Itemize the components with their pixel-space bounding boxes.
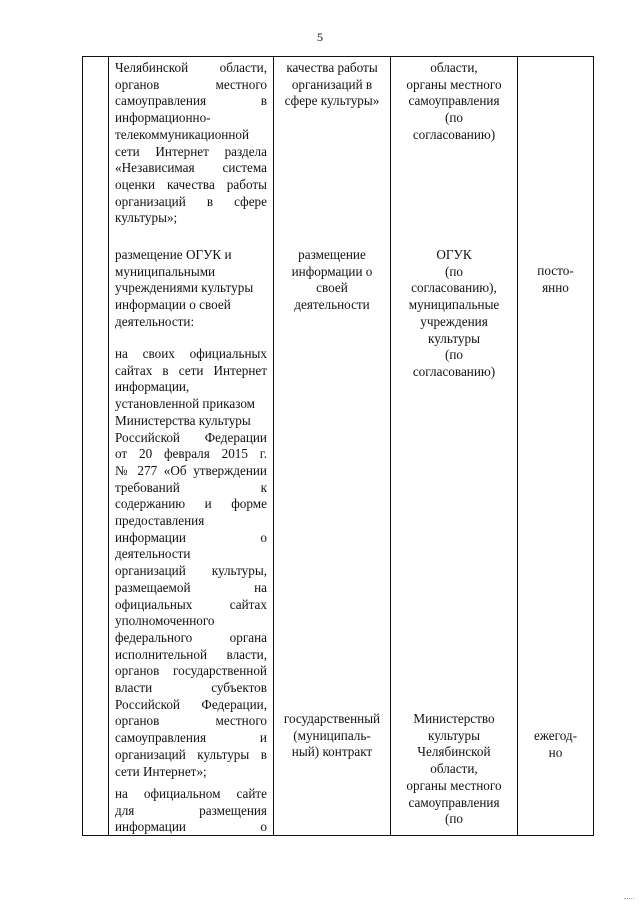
description-cell [109, 57, 274, 836]
text-line: «Независимая система [115, 160, 267, 176]
term-block-2 [518, 728, 593, 761]
text-line: оценки качества работы [115, 176, 267, 192]
text-line: от 20 февраля 2015 г. [115, 446, 267, 462]
text-line: информации о [115, 529, 267, 545]
text-line: культуры [428, 330, 480, 346]
text-line: деятельности: [115, 313, 195, 329]
text-line: органов местного [115, 76, 267, 92]
text-line: органы местного [406, 76, 502, 92]
text-line: культуры [428, 727, 480, 743]
text-line: установленной приказом [115, 396, 256, 412]
text-line: на официальном сайте [115, 786, 267, 801]
text-line: ОГУК [436, 247, 472, 262]
executor-block-3 [391, 711, 517, 828]
text-line: посто- [537, 263, 574, 278]
text-line: официальных сайтах [115, 596, 267, 612]
text-line: самоуправления и [115, 730, 267, 746]
term-cell [518, 57, 594, 836]
text-line: телекоммуникационной [115, 126, 250, 142]
text-line: информации о [291, 263, 373, 279]
text-line: ежегод- [533, 728, 578, 743]
text-line: своей [316, 280, 348, 296]
text-line: сфере культуры» [284, 93, 380, 109]
text-line: области, [430, 761, 478, 777]
text-line: области, [430, 60, 478, 75]
term-block-1 [518, 263, 593, 296]
scan-artifact [624, 898, 634, 901]
text-line: размещение ОГУК и [115, 247, 232, 262]
text-line: Челябинской области, [115, 60, 267, 75]
text-line: Министерство [413, 711, 495, 726]
text-line: органов государственной [115, 663, 267, 679]
text-line: власти субъектов [115, 680, 267, 696]
text-line: янно [542, 279, 569, 295]
text-line: деятельности [115, 546, 191, 562]
result-block-3 [274, 711, 390, 761]
text-line: (муниципаль- [293, 727, 371, 743]
text-line: органов местного [115, 713, 267, 729]
result-block-1 [274, 60, 390, 110]
text-line: для размещения [115, 802, 267, 818]
text-line: учреждениями культуры [115, 280, 254, 296]
text-line: информационно- [115, 110, 211, 126]
number-cell [83, 57, 109, 836]
text-line: размещаемой на [115, 579, 267, 595]
text-line: предоставления [115, 513, 205, 529]
text-line: организаций культуры в [115, 746, 267, 762]
text-line: Министерства культуры [115, 412, 251, 428]
text-line: (по [444, 811, 464, 827]
text-line: муниципальные [408, 297, 500, 313]
text-line: учреждения [420, 313, 488, 329]
text-line: содержанию и форме [115, 496, 267, 512]
text-line: согласованию) [412, 363, 496, 379]
text-line: но [548, 744, 563, 760]
text-line: организаций культуры, [115, 563, 267, 579]
text-line: сети Интернет раздела [115, 143, 267, 159]
text-line: информации о своей [115, 297, 231, 313]
text-line: согласованию) [412, 126, 496, 142]
text-line: уполномоченного [115, 613, 215, 629]
text-line: размещение [298, 247, 366, 262]
table-row [83, 57, 594, 836]
text-line: государственный [283, 711, 381, 726]
text-line: Российской Федерации, [115, 696, 267, 712]
executor-cell [391, 57, 518, 836]
text-line: культуры»; [115, 210, 178, 226]
text-line: информации, [115, 379, 190, 395]
text-line: качества работы [286, 60, 378, 75]
text-line: Российской Федерации [115, 429, 267, 445]
plan-table [82, 56, 594, 836]
text-line: организаций в [291, 76, 373, 92]
text-line: требований к [115, 479, 267, 495]
executor-block-1 [391, 60, 517, 144]
text-line: федерального органа [115, 629, 267, 645]
text-line: органы местного [406, 777, 502, 793]
text-line: самоуправления в [115, 93, 267, 109]
text-line: Челябинской [417, 744, 491, 760]
text-line: согласованию), [411, 280, 497, 296]
text-line: деятельности [294, 297, 370, 313]
text-line: (по [444, 110, 464, 126]
text-line: ный) контракт [291, 744, 373, 760]
text-line: информации о [115, 819, 267, 835]
result-cell [274, 57, 391, 836]
text-line: самоуправления [408, 93, 500, 109]
description-block-3 [115, 346, 267, 780]
text-line: (по [444, 347, 464, 363]
text-line: (по [444, 263, 464, 279]
text-line: № 277 «Об утверждении [115, 462, 267, 478]
text-line: сети Интернет»; [115, 763, 207, 779]
text-line: исполнительной власти, [115, 646, 267, 662]
executor-block-2 [391, 247, 517, 381]
description-block-4 [115, 786, 267, 836]
text-line: организаций в сфере [115, 193, 267, 209]
text-line: самоуправления [408, 794, 500, 810]
description-block-2 [115, 247, 267, 331]
result-block-2 [274, 247, 390, 314]
page-number: 5 [317, 30, 323, 44]
text-line: на своих официальных [115, 346, 267, 361]
description-block-1 [115, 60, 267, 227]
text-line: муниципальными [115, 263, 216, 279]
text-line: сайтах в сети Интернет [115, 362, 267, 378]
